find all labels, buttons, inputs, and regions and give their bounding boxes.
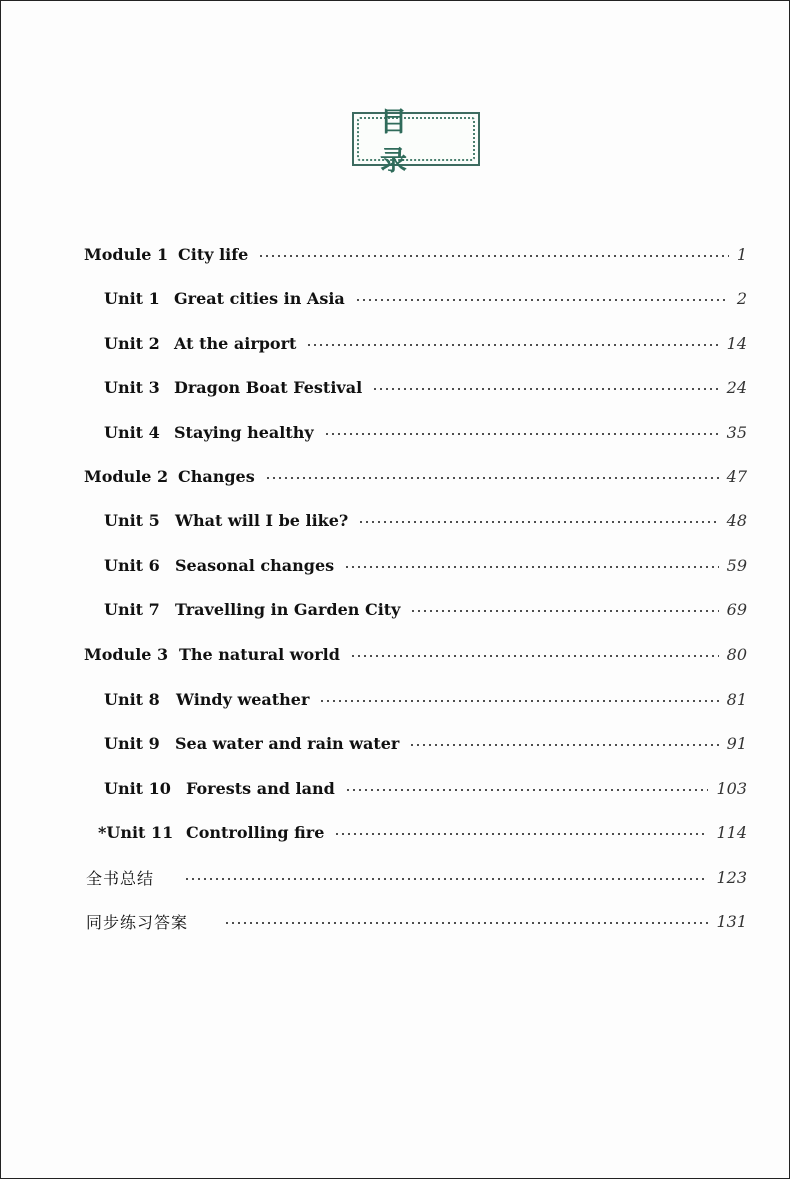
page-number: 24	[726, 377, 747, 397]
page-number: 69	[726, 599, 747, 619]
entry-number: Module 2	[84, 466, 169, 486]
entry-number: Module 3	[84, 644, 169, 664]
toc-entry-unit-9[interactable]	[104, 730, 747, 756]
dot-leader	[319, 699, 718, 703]
dot-leader	[344, 565, 718, 569]
toc-entry-module-1[interactable]	[84, 241, 747, 267]
toc-entry-unit-5[interactable]	[104, 507, 747, 533]
entry-number: 同步练习答案	[86, 912, 189, 932]
toc-entry-module-3[interactable]	[84, 641, 747, 667]
entry-title: At the airport	[174, 333, 297, 353]
page-number: 47	[726, 466, 747, 486]
entry-title: Sea water and rain water	[175, 733, 400, 753]
dot-leader	[324, 432, 719, 436]
contents-title-frame	[352, 107, 480, 177]
dot-leader	[334, 832, 708, 836]
dot-leader	[345, 788, 709, 792]
toc-entry-answers[interactable]	[86, 908, 747, 934]
dot-leader	[265, 476, 719, 480]
page-number: 35	[726, 422, 747, 442]
dot-leader	[355, 298, 729, 302]
entry-title: Travelling in Garden City	[175, 599, 401, 619]
page-number: 48	[726, 510, 747, 530]
entry-number: Unit 9	[104, 733, 160, 753]
toc-entry-module-2[interactable]	[84, 463, 747, 489]
page-number: 91	[726, 733, 747, 753]
entry-title: Windy weather	[176, 689, 310, 709]
toc-entry-unit-1[interactable]	[104, 285, 747, 311]
entry-number: Unit 5	[104, 510, 160, 530]
entry-number: Unit 7	[104, 599, 160, 619]
entry-title: Great cities in Asia	[174, 288, 345, 308]
entry-title: Changes	[178, 466, 255, 486]
toc-entry-unit-6[interactable]	[104, 552, 747, 578]
toc-entry-unit-2[interactable]	[104, 330, 747, 356]
page-number: 80	[726, 644, 747, 664]
toc-entry-unit-3[interactable]	[104, 374, 747, 400]
entry-number: Unit 10	[104, 778, 171, 798]
entry-number: Unit 3	[104, 377, 160, 397]
dot-leader	[258, 254, 729, 258]
page-number: 114	[716, 822, 747, 842]
page-number: 14	[726, 333, 747, 353]
toc-entry-unit-10[interactable]	[104, 775, 747, 801]
dot-leader	[350, 654, 719, 658]
dot-leader	[306, 343, 718, 347]
toc-entry-unit-11[interactable]	[98, 819, 747, 845]
dot-leader	[372, 387, 719, 391]
page-number: 123	[716, 867, 747, 887]
dot-leader	[410, 609, 718, 613]
page-number: 2	[736, 288, 747, 308]
dot-leader	[184, 877, 708, 881]
dot-leader	[224, 921, 708, 925]
entry-title: Controlling fire	[186, 822, 325, 842]
toc-entry-unit-4[interactable]	[104, 419, 747, 445]
entry-number: Unit 1	[104, 288, 160, 308]
entry-number: 全书总结	[86, 868, 155, 888]
entry-number: Unit 2	[104, 333, 160, 353]
entry-title: Staying healthy	[174, 422, 314, 442]
entry-title: What will I be like?	[175, 510, 349, 530]
toc-entry-unit-8[interactable]	[104, 686, 747, 712]
entry-title: The natural world	[179, 644, 340, 664]
page-number: 1	[736, 244, 747, 264]
toc-entry-summary[interactable]	[86, 864, 747, 890]
entry-title: Forests and land	[186, 778, 335, 798]
entry-title: Seasonal changes	[175, 555, 335, 575]
toc-entry-unit-7[interactable]	[104, 596, 747, 622]
entry-number: Unit 4	[104, 422, 160, 442]
page-number: 59	[726, 555, 747, 575]
entry-title: City life	[178, 244, 249, 264]
entry-title: Dragon Boat Festival	[174, 377, 363, 397]
page-number: 131	[716, 911, 747, 931]
entry-number: *Unit 11	[98, 822, 174, 842]
page-number: 81	[726, 689, 747, 709]
page-number: 103	[716, 778, 747, 798]
entry-number: Unit 8	[104, 689, 160, 709]
dot-leader	[409, 743, 718, 747]
dot-leader	[358, 520, 718, 524]
entry-number: Module 1	[84, 244, 169, 264]
contents-title: 目 录	[380, 107, 433, 177]
entry-number: Unit 6	[104, 555, 160, 575]
